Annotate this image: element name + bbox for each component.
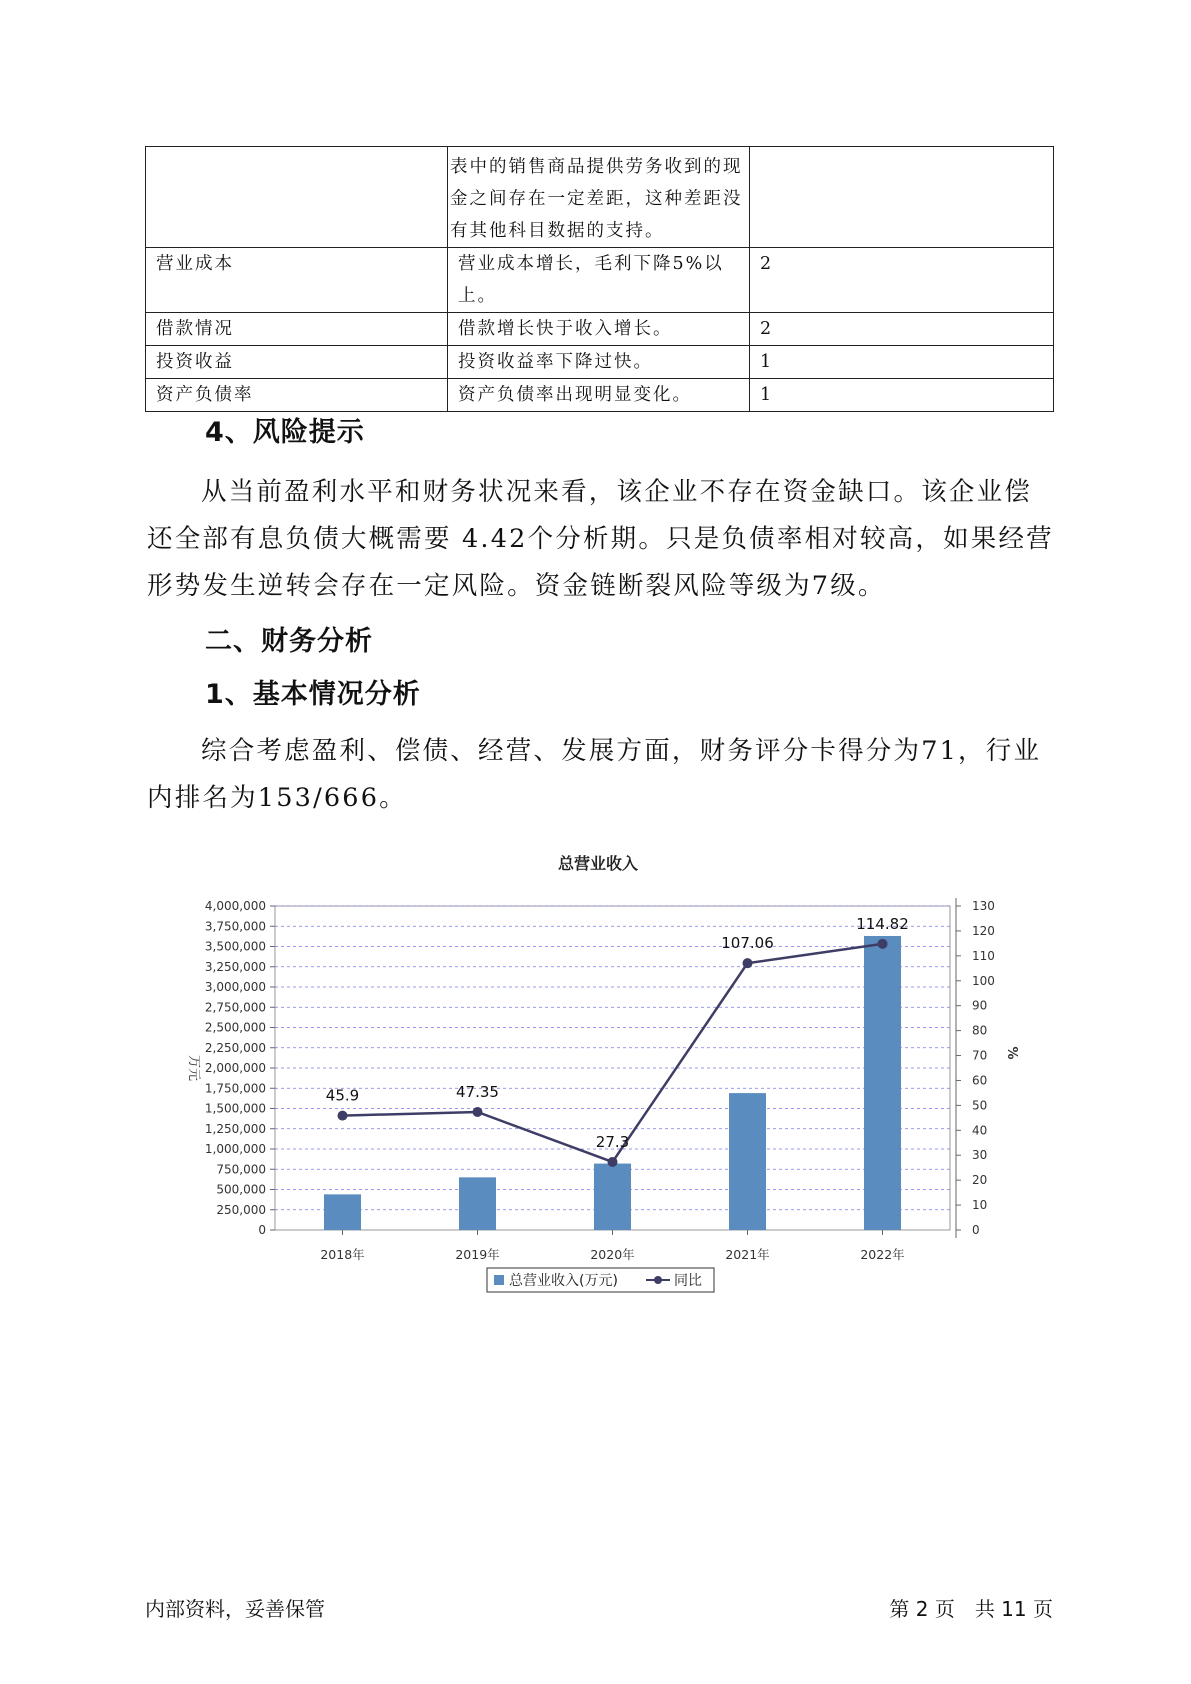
x-tick-label: 2021年 <box>725 1247 770 1262</box>
y-tick-label: 500,000 <box>216 1182 266 1197</box>
legend-swatch-bar <box>494 1275 504 1285</box>
y2-tick-label: 120 <box>972 923 995 938</box>
y2-tick-label: 0 <box>972 1223 980 1237</box>
table-cell-desc: 营业成本增长，毛利下降5%以上。 <box>448 248 750 313</box>
table-cell-score: 1 <box>750 346 1054 379</box>
y-tick-label: 750,000 <box>216 1162 266 1177</box>
y-axis-label: 万元 <box>186 1054 201 1082</box>
table-cell-score: 2 <box>750 313 1054 346</box>
table-row <box>146 313 1054 346</box>
risk-indicator-table <box>145 146 1054 412</box>
y2-tick-label: 70 <box>972 1048 988 1063</box>
table-cell-item: 投资收益 <box>146 346 448 379</box>
y2-tick-label: 130 <box>972 899 995 913</box>
y-tick-label: 0 <box>258 1223 266 1237</box>
yoy-point <box>608 1157 618 1167</box>
y2-tick-label: 50 <box>972 1098 988 1113</box>
y-tick-label: 3,000,000 <box>204 980 266 994</box>
y-tick-label: 2,750,000 <box>204 1000 266 1015</box>
table-cell-item <box>146 147 448 248</box>
y-tick-label: 1,500,000 <box>204 1101 266 1116</box>
risk-paragraph <box>147 469 1057 610</box>
table-row <box>146 147 1054 248</box>
table-cell-item: 借款情况 <box>146 313 448 346</box>
table-cell-item: 营业成本 <box>146 248 448 313</box>
table-cell-desc: 借款增长快于收入增长。 <box>448 313 750 346</box>
y2-tick-label: 80 <box>972 1023 988 1038</box>
y-tick-label: 3,750,000 <box>204 919 266 934</box>
y2-tick-label: 40 <box>972 1123 988 1138</box>
footer-left: 内部资料，妥善保管 <box>145 1597 325 1621</box>
y-tick-label: 3,250,000 <box>204 959 266 974</box>
bar <box>864 936 901 1230</box>
y-tick-label: 1,000,000 <box>204 1142 266 1156</box>
y2-axis-label: % <box>1004 1046 1019 1060</box>
y-tick-label: 2,500,000 <box>204 1020 266 1035</box>
legend-swatch-dot <box>654 1276 662 1284</box>
yoy-data-label: 45.9 <box>325 1086 360 1105</box>
yoy-data-label: 114.82 <box>856 914 909 933</box>
y2-tick-label: 20 <box>972 1173 988 1188</box>
yoy-line <box>343 944 883 1162</box>
chart-title: 总营业收入 <box>557 854 639 873</box>
basic-heading: 1、基本情况分析 <box>205 679 421 710</box>
y-tick-label: 1,250,000 <box>204 1121 266 1136</box>
yoy-point <box>338 1111 348 1121</box>
y2-tick-label: 30 <box>972 1148 988 1163</box>
bar <box>729 1093 766 1230</box>
y2-tick-label: 60 <box>972 1073 988 1088</box>
y-tick-label: 2,000,000 <box>204 1061 266 1075</box>
basic-text: 综合考虑盈利、偿债、经营、发展方面，财务评分卡得分为71，行业内排名为153/666。 <box>147 736 1042 813</box>
x-tick-label: 2019年 <box>455 1247 500 1262</box>
yoy-point <box>473 1107 483 1117</box>
revenue-chart <box>0 840 1191 1310</box>
bar <box>459 1177 496 1230</box>
table-cell-item: 资产负债率 <box>146 379 448 412</box>
yoy-point <box>878 939 888 949</box>
y2-tick-label: 10 <box>972 1198 988 1213</box>
y-tick-label: 250,000 <box>216 1202 266 1217</box>
bar <box>594 1164 631 1230</box>
legend-label-line: 同比 <box>674 1273 702 1289</box>
y2-tick-label: 90 <box>972 998 988 1013</box>
table-cell-desc: 表中的销售商品提供劳务收到的现金之间存在一定差距，这种差距没有其他科目数据的支持。 <box>448 147 750 248</box>
table-row <box>146 346 1054 379</box>
yoy-data-label: 47.35 <box>456 1082 499 1101</box>
x-tick-label: 2020年 <box>590 1247 635 1262</box>
legend-label-bar: 总营业收入(万元) <box>509 1273 618 1289</box>
yoy-data-label: 107.06 <box>721 934 774 953</box>
y2-tick-label: 100 <box>972 973 995 988</box>
table-cell-score <box>750 147 1054 248</box>
table-row <box>146 248 1054 313</box>
y2-tick-label: 110 <box>972 948 995 963</box>
y-tick-label: 2,250,000 <box>204 1040 266 1055</box>
x-tick-label: 2018年 <box>320 1247 365 1262</box>
table-cell-desc: 投资收益率下降过快。 <box>448 346 750 379</box>
y-tick-label: 1,750,000 <box>204 1081 266 1096</box>
yoy-point <box>743 958 753 968</box>
basic-paragraph <box>147 728 1057 822</box>
risk-text: 从当前盈利水平和财务状况来看，该企业不存在资金缺口。该企业偿还全部有息负债大概需要 4.42个分析期。只是负债率相对较高，如果经营形势发生逆转会存在一定风险。资金链断裂风险等级为7级。 <box>147 477 1054 601</box>
yoy-data-label: 27.3 <box>595 1132 630 1151</box>
bar <box>324 1194 361 1230</box>
table-cell-score: 1 <box>750 379 1054 412</box>
table-cell-desc: 资产负债率出现明显变化。 <box>448 379 750 412</box>
finance-heading: 二、财务分析 <box>205 626 373 657</box>
risk-heading: 4、风险提示 <box>205 417 365 448</box>
y-tick-label: 3,500,000 <box>204 939 266 954</box>
y-tick-label: 4,000,000 <box>204 899 266 913</box>
table-cell-score: 2 <box>750 248 1054 313</box>
table-row <box>146 379 1054 412</box>
footer-right: 第 2 页 共 11 页 <box>889 1597 1053 1621</box>
x-tick-label: 2022年 <box>860 1247 905 1262</box>
